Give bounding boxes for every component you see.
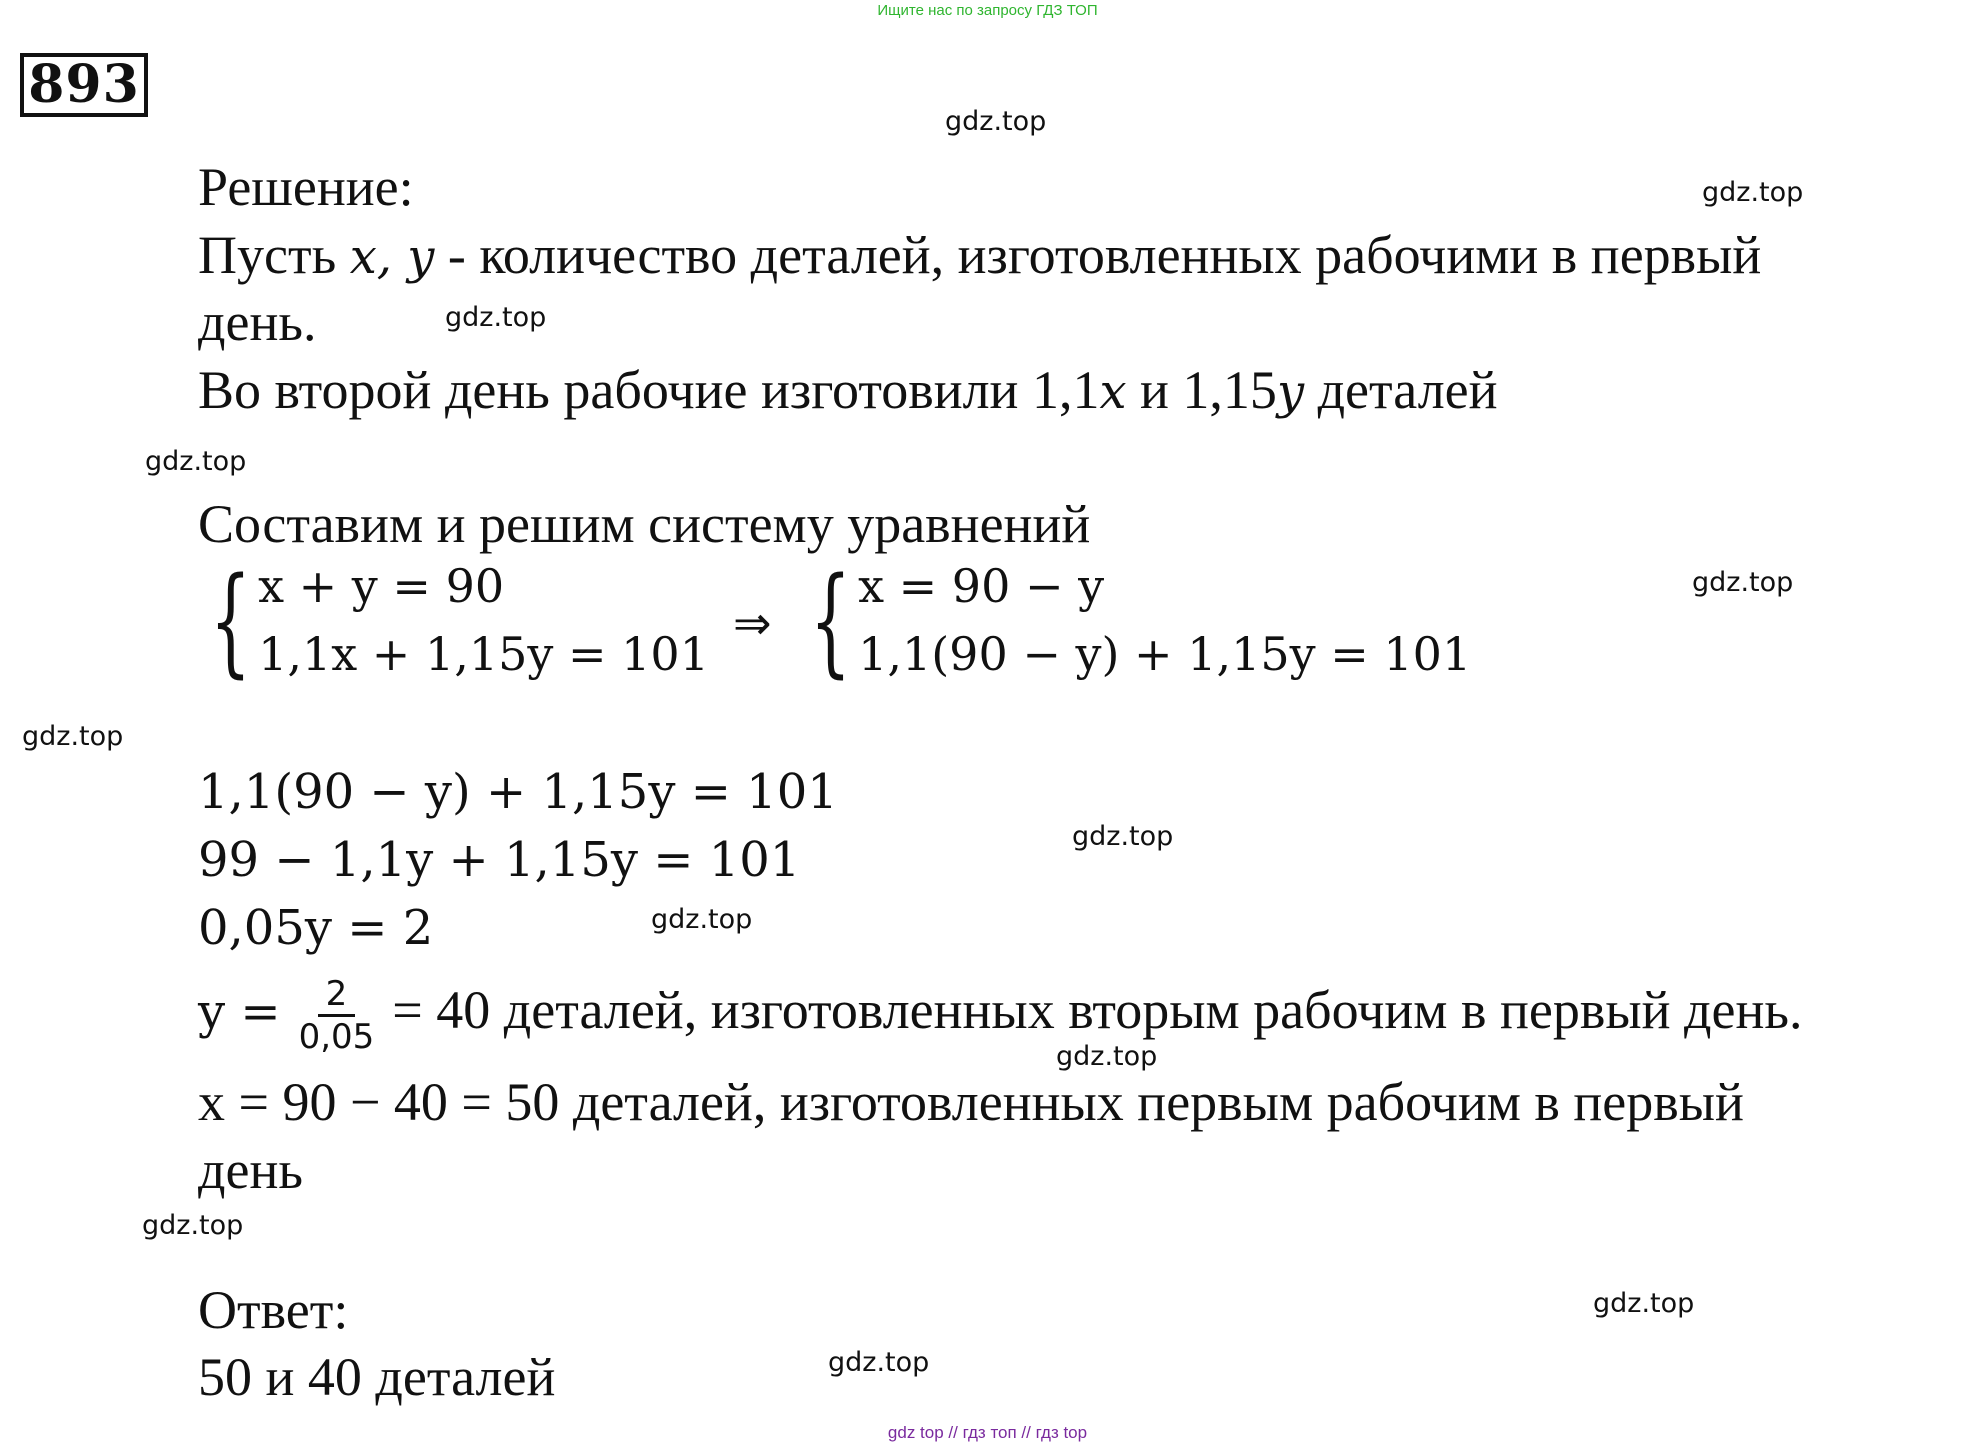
- problem-number: 893: [20, 53, 148, 117]
- system-left-eq2: 1,1x + 1,15y = 101: [258, 627, 709, 681]
- top-banner: Ищите нас по запросу ГДЗ ТОП: [877, 2, 1098, 19]
- x-result-cont: день: [198, 1140, 303, 1200]
- system-right-eq2: 1,1(90 − y) + 1,15y = 101: [858, 627, 1472, 681]
- brace-icon: {: [809, 551, 852, 689]
- let-statement-cont: день.: [198, 292, 317, 352]
- system-right-eq1: x = 90 − y: [858, 559, 1105, 613]
- step-2: 99 − 1,1y + 1,15y = 101: [198, 832, 801, 888]
- y-rhs: = 40 деталей, изготовленных вторым рабочим в первый день.: [392, 980, 1803, 1040]
- watermark: gdz.top: [142, 1210, 244, 1241]
- step-3: 0,05y = 2: [198, 900, 434, 956]
- brace-icon: {: [209, 551, 252, 689]
- step-1: 1,1(90 − y) + 1,15y = 101: [198, 764, 838, 820]
- watermark: gdz.top: [145, 446, 247, 477]
- y-fraction: [291, 974, 383, 1057]
- watermark: gdz.top: [1593, 1288, 1695, 1319]
- let-prefix: Пусть: [198, 225, 350, 285]
- watermark: gdz.top: [1072, 821, 1174, 852]
- watermark: gdz.top: [1056, 1041, 1158, 1072]
- fraction-denominator: 0,05: [298, 1016, 375, 1057]
- let-statement: [198, 225, 1761, 287]
- watermark: gdz.top: [945, 106, 1047, 137]
- implies-icon: ⇒: [733, 596, 772, 650]
- day2-suffix: деталей: [1304, 360, 1498, 420]
- watermark: gdz.top: [445, 302, 547, 333]
- let-vars: x, y: [349, 229, 435, 285]
- answer-heading: Ответ:: [198, 1280, 349, 1340]
- watermark: gdz.top: [651, 904, 753, 935]
- let-text: - количество деталей, изготовленных рабочими в первый: [434, 225, 1762, 285]
- day2-statement: [198, 360, 1498, 422]
- system-intro: Составим и решим систему уравнений: [198, 494, 1091, 554]
- day2-x: x: [1099, 364, 1127, 420]
- answer-text: 50 и 40 деталей: [198, 1347, 556, 1407]
- system-left: [193, 552, 709, 688]
- day2-prefix: Во второй день рабочие изготовили 1,1: [198, 360, 1100, 420]
- watermark: gdz.top: [828, 1347, 930, 1378]
- day2-y: y: [1276, 364, 1305, 420]
- y-lhs: y =: [198, 984, 281, 1040]
- fraction-numerator: 2: [318, 974, 356, 1017]
- watermark: gdz.top: [1702, 177, 1804, 208]
- watermark: gdz.top: [1692, 567, 1794, 598]
- watermark: gdz.top: [22, 721, 124, 752]
- x-result: x = 90 − 40 = 50 деталей, изготовленных первым рабочим в первый: [198, 1072, 1744, 1132]
- solution-heading: Решение:: [198, 157, 414, 217]
- y-result: [198, 960, 1802, 1062]
- system-left-eq1: x + y = 90: [258, 559, 505, 613]
- day2-mid: и 1,15: [1126, 360, 1277, 420]
- system-right: [793, 552, 1471, 688]
- footer: gdz top // гдз топ // гдз top: [887, 1423, 1088, 1442]
